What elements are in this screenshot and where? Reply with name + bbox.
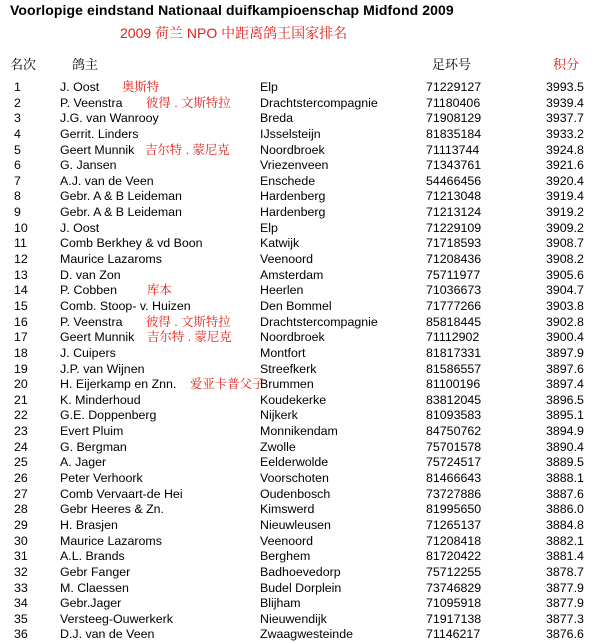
rank-cell: 36 [14, 627, 28, 642]
score-cell: 3933.2 [546, 126, 584, 141]
place-cell: Nieuwleusen [260, 517, 331, 532]
ranking-table [0, 80, 600, 643]
owner-cell: J. Oost [60, 80, 100, 94]
ring-number-cell: 71777266 [426, 298, 482, 313]
place-cell: Budel Dorplein [260, 580, 342, 595]
rank-cell: 19 [14, 361, 28, 376]
chinese-name-annotation: 彼得 . 文斯特拉 [146, 95, 231, 110]
ring-number-cell: 81720422 [426, 549, 482, 564]
ring-number-cell: 71343761 [426, 158, 482, 173]
place-cell: Veenoord [260, 252, 314, 267]
place-cell: Streefkerk [260, 361, 317, 376]
rank-cell: 21 [14, 392, 28, 407]
rank-cell: 12 [14, 252, 28, 267]
place-cell: Elp [260, 220, 278, 235]
rank-cell: 31 [14, 549, 28, 564]
owner-cell: J. Oost [60, 220, 100, 235]
place-cell: Blijham [260, 596, 301, 611]
table-row [0, 440, 600, 456]
rank-cell: 34 [14, 596, 28, 611]
owner-cell: G. Jansen [60, 158, 117, 173]
table-row [0, 127, 600, 143]
owner-cell: A. Jager [60, 455, 107, 470]
owner-cell: P. Cobben [60, 283, 117, 298]
ring-number-cell: 71180406 [426, 95, 481, 110]
place-cell: Heerlen [260, 283, 304, 298]
score-cell: 3904.7 [546, 283, 584, 298]
ring-number-cell: 81817331 [426, 345, 482, 360]
header-owner: 鸽主 [72, 57, 99, 72]
rank-cell: 32 [14, 564, 28, 579]
chinese-name-annotation: 奥斯特 [122, 80, 160, 94]
score-cell: 3884.8 [546, 517, 584, 532]
owner-cell: P. Veenstra [60, 95, 123, 110]
score-cell: 3921.6 [546, 158, 584, 173]
rank-cell: 17 [14, 330, 28, 345]
owner-cell: Maurice Lazaroms [60, 533, 162, 548]
owner-cell: J. Cuipers [60, 345, 116, 360]
table-row [0, 534, 600, 550]
ring-number-cell: 81586557 [426, 361, 482, 376]
ring-number-cell: 75701578 [426, 439, 482, 454]
owner-cell: Evert Pluim [60, 424, 124, 439]
ring-number-cell: 71095918 [426, 596, 482, 611]
ring-number-cell: 71208436 [426, 252, 482, 267]
owner-cell: Gebr. A & B Leideman [60, 189, 182, 204]
ring-number-cell: 71917138 [426, 611, 482, 626]
owner-cell: Comb Berkhey & vd Boon [60, 236, 203, 251]
ring-number-cell: 71036673 [426, 283, 482, 298]
rank-cell: 27 [14, 486, 28, 501]
ring-number-cell: 71208418 [426, 533, 482, 548]
score-cell: 3886.0 [546, 502, 584, 517]
rank-cell: 6 [14, 158, 21, 173]
chinese-name-annotation: 库本 [147, 283, 172, 298]
rank-cell: 15 [14, 298, 28, 313]
place-cell: Noordbroek [260, 330, 325, 345]
table-row [0, 408, 600, 424]
owner-cell: Geert Munnik [60, 142, 135, 157]
ring-number-cell: 81466643 [426, 471, 482, 486]
place-cell: Kimswerd [260, 502, 315, 517]
place-cell: Brummen [260, 377, 314, 392]
ring-number-cell: 71908129 [426, 111, 482, 126]
owner-cell: H. Eijerkamp en Znn. [60, 377, 177, 392]
score-cell: 3890.4 [546, 439, 584, 454]
rank-cell: 35 [14, 611, 28, 626]
place-cell: Oudenbosch [260, 486, 331, 501]
score-cell: 3919.4 [546, 189, 584, 204]
rank-cell: 30 [14, 533, 28, 548]
place-cell: Hardenberg [260, 189, 326, 204]
chinese-name-annotation: 彼得 . 文斯特拉 [146, 314, 231, 329]
table-row [0, 502, 600, 518]
place-cell: Amsterdam [260, 267, 324, 282]
ring-number-cell: 71229109 [426, 220, 482, 235]
place-cell: Hardenberg [260, 205, 326, 220]
score-cell: 3876.6 [546, 627, 584, 642]
table-row [0, 143, 600, 159]
ring-number-cell: 83812045 [426, 392, 482, 407]
owner-cell: J.G. van Wanrooy [60, 111, 159, 126]
table-row [0, 158, 600, 174]
table-row [0, 330, 600, 346]
score-cell: 3908.2 [546, 252, 584, 267]
chinese-name-annotation: 吉尔特 . 蒙尼克 [147, 330, 232, 345]
table-row [0, 283, 600, 299]
score-cell: 3993.5 [546, 80, 584, 94]
place-cell: Voorschoten [260, 471, 329, 486]
table-row [0, 205, 600, 221]
ring-number-cell: 71718593 [426, 236, 482, 251]
rank-cell: 18 [14, 345, 28, 360]
score-cell: 3878.7 [546, 564, 584, 579]
chinese-subtitle: 2009 荷兰 NPO 中距离鸽王国家排名 [120, 25, 348, 41]
place-cell: Zwaagwesteinde [260, 627, 353, 642]
rank-cell: 23 [14, 424, 28, 439]
place-cell: IJsselsteijn [260, 126, 321, 141]
ring-number-cell: 84750762 [426, 424, 482, 439]
score-cell: 3939.4 [546, 95, 584, 110]
owner-cell: A.L. Brands [60, 549, 125, 564]
rank-cell: 9 [14, 205, 21, 220]
place-cell: Drachtstercompagnie [260, 314, 378, 329]
score-cell: 3877.9 [546, 596, 584, 611]
rank-cell: 24 [14, 439, 28, 454]
place-cell: Veenoord [260, 533, 314, 548]
ring-number-cell: 81995650 [426, 502, 482, 517]
place-cell: Eelderwolde [260, 455, 329, 470]
ring-number-cell: 75712255 [426, 564, 482, 579]
place-cell: Nieuwendijk [260, 611, 327, 626]
table-row [0, 565, 600, 581]
place-cell: Badhoevedorp [260, 564, 341, 579]
table-row [0, 299, 600, 315]
owner-cell: A.J. van de Veen [60, 173, 154, 188]
owner-cell: Gebr. A & B Leideman [60, 205, 182, 220]
table-row [0, 455, 600, 471]
rank-cell: 1 [14, 80, 21, 94]
score-cell: 3897.4 [546, 377, 584, 392]
page-title: Voorlopige eindstand Nationaal duifkampioenschap Midfond 2009 [10, 2, 454, 18]
rank-cell: 4 [14, 126, 21, 141]
table-row [0, 393, 600, 409]
ring-number-cell: 75711977 [426, 267, 481, 282]
ring-number-cell: 85818445 [426, 314, 482, 329]
header-rank: 名次 [10, 57, 37, 72]
rank-cell: 33 [14, 580, 28, 595]
table-row [0, 80, 600, 96]
ring-number-cell: 75724517 [426, 455, 482, 470]
owner-cell: Comb Vervaart-de Hei [60, 486, 183, 501]
place-cell: Koudekerke [260, 392, 327, 407]
place-cell: Zwolle [260, 439, 296, 454]
score-cell: 3897.9 [546, 345, 584, 360]
owner-cell: Peter Verhoork [60, 471, 143, 486]
score-cell: 3896.5 [546, 392, 584, 407]
score-cell: 3908.7 [546, 236, 584, 251]
rank-cell: 14 [14, 283, 28, 298]
owner-cell: H. Brasjen [60, 517, 118, 532]
ring-number-cell: 71112902 [426, 330, 480, 345]
place-cell: Nijkerk [260, 408, 298, 423]
owner-cell: G.E. Doppenberg [60, 408, 157, 423]
table-row [0, 518, 600, 534]
score-cell: 3889.5 [546, 455, 584, 470]
place-cell: Elp [260, 80, 278, 94]
score-cell: 3909.2 [546, 220, 584, 235]
rank-cell: 5 [14, 142, 21, 157]
table-row [0, 471, 600, 487]
table-row [0, 549, 600, 565]
place-cell: Vriezenveen [260, 158, 329, 173]
table-row [0, 221, 600, 237]
owner-cell: Gerrit. Linders [60, 126, 139, 141]
score-cell: 3894.9 [546, 424, 584, 439]
score-cell: 3919.2 [546, 205, 584, 220]
score-cell: 3877.3 [546, 611, 584, 626]
score-cell: 3877.9 [546, 580, 584, 595]
ring-number-cell: 81093583 [426, 408, 482, 423]
owner-cell: J.P. van Wijnen [60, 361, 145, 376]
ring-number-cell: 73727886 [426, 486, 482, 501]
table-row [0, 268, 600, 284]
rank-cell: 13 [14, 267, 28, 282]
ring-number-cell: 71265137 [426, 517, 482, 532]
rank-cell: 8 [14, 189, 21, 204]
place-cell: Monnikendam [260, 424, 338, 439]
score-cell: 3924.8 [546, 142, 584, 157]
rank-cell: 3 [14, 111, 21, 126]
score-cell: 3895.1 [546, 408, 584, 423]
rank-cell: 2 [14, 95, 21, 110]
score-cell: 3937.7 [546, 111, 584, 126]
place-cell: Enschede [260, 173, 316, 188]
score-cell: 3887.6 [546, 486, 584, 501]
header-score: 积分 [553, 57, 580, 72]
place-cell: Drachtstercompagnie [260, 95, 378, 110]
header-ring: 足环号 [432, 57, 472, 72]
rank-cell: 28 [14, 502, 28, 517]
place-cell: Noordbroek [260, 142, 325, 157]
rank-cell: 10 [14, 220, 28, 235]
table-row [0, 377, 600, 393]
place-cell: Den Bommel [260, 298, 332, 313]
ring-number-cell: 71146217 [426, 627, 481, 642]
rank-cell: 11 [14, 236, 27, 251]
place-cell: Breda [260, 111, 294, 126]
place-cell: Berghem [260, 549, 311, 564]
rank-cell: 22 [14, 408, 28, 423]
owner-cell: Maurice Lazaroms [60, 252, 162, 267]
ring-number-cell: 71213124 [426, 205, 482, 220]
score-cell: 3902.8 [546, 314, 584, 329]
score-cell: 3905.6 [546, 267, 584, 282]
owner-cell: D.J. van de Veen [60, 627, 155, 642]
ring-number-cell: 54466456 [426, 173, 482, 188]
table-row [0, 96, 600, 112]
table-row [0, 174, 600, 190]
table-row [0, 315, 600, 331]
score-cell: 3900.4 [546, 330, 584, 345]
owner-cell: Geert Munnik [60, 330, 135, 345]
rank-cell: 29 [14, 517, 28, 532]
ring-number-cell: 81100196 [426, 377, 481, 392]
table-row [0, 362, 600, 378]
ring-number-cell: 73746829 [426, 580, 482, 595]
table-row [0, 252, 600, 268]
rank-cell: 26 [14, 471, 28, 486]
owner-cell: G. Bergman [60, 439, 127, 454]
owner-cell: Gebr Heeres & Zn. [60, 502, 164, 517]
score-cell: 3920.4 [546, 173, 584, 188]
table-row [0, 346, 600, 362]
owner-cell: D. van Zon [60, 267, 121, 282]
place-cell: Katwijk [260, 236, 300, 251]
table-row [0, 236, 600, 252]
table-row [0, 487, 600, 503]
table-row [0, 596, 600, 612]
table-row [0, 424, 600, 440]
table-row [0, 111, 600, 127]
rank-cell: 7 [14, 173, 21, 188]
score-cell: 3903.8 [546, 298, 584, 313]
owner-cell: P. Veenstra [60, 314, 123, 329]
owner-cell: K. Minderhoud [60, 392, 141, 407]
rank-cell: 25 [14, 455, 28, 470]
chinese-name-annotation: 爱亚卡普父子 [190, 377, 265, 392]
rank-cell: 16 [14, 314, 28, 329]
score-cell: 3897.6 [546, 361, 584, 376]
owner-cell: M. Claessen [60, 580, 129, 595]
chinese-name-annotation: 吉尔特 . 蒙尼克 [145, 142, 230, 157]
rank-cell: 20 [14, 377, 28, 392]
ring-number-cell: 81835184 [426, 126, 482, 141]
score-cell: 3881.4 [546, 549, 584, 564]
table-row [0, 581, 600, 597]
ring-number-cell: 71213048 [426, 189, 482, 204]
table-row [0, 189, 600, 205]
owner-cell: Gebr.Jager [60, 596, 122, 611]
score-cell: 3888.1 [546, 471, 584, 486]
owner-cell: Comb. Stoop- v. Huizen [60, 298, 191, 313]
ring-number-cell: 71113744 [426, 142, 480, 157]
owner-cell: Gebr Fanger [60, 564, 131, 579]
ring-number-cell: 71229127 [426, 80, 482, 94]
table-row [0, 612, 600, 628]
owner-cell: Versteeg-Ouwerkerk [60, 611, 173, 626]
score-cell: 3882.1 [546, 533, 584, 548]
place-cell: Montfort [260, 345, 306, 360]
